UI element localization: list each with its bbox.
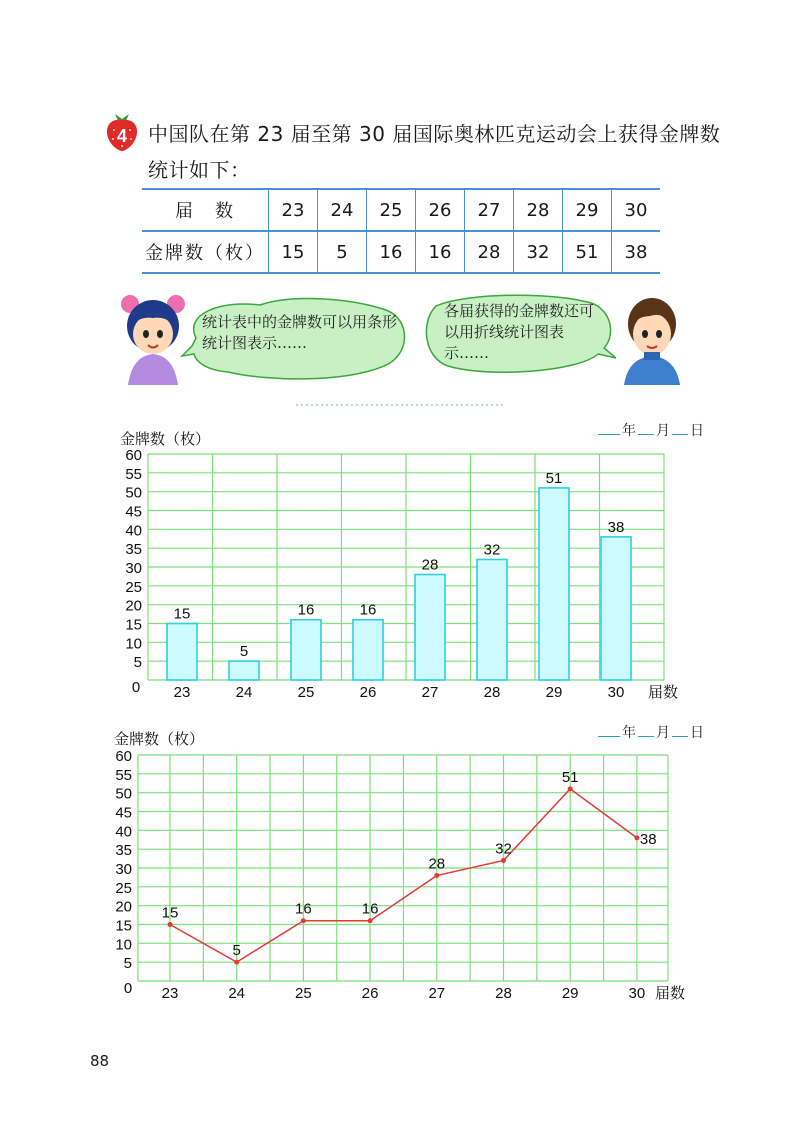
data-point: [301, 918, 306, 923]
y-tick-label: 60: [125, 447, 142, 464]
y-tick-label: 45: [115, 804, 132, 822]
x-axis-label: 届数: [648, 683, 679, 701]
problem-text: 中国队在第 23 届至第 30 届国际奥林匹克运动会上获得金牌数统计如下：: [148, 122, 721, 182]
y-tick-label: 35: [125, 541, 142, 559]
y-tick-label: 45: [125, 503, 142, 521]
date-line: [596, 420, 704, 440]
table-cell: 26: [416, 189, 465, 231]
girl-speech-text: 统计表中的金牌数可以用条形统计图表示……: [202, 313, 398, 352]
x-tick-label: 30: [628, 985, 646, 1002]
separator: [296, 403, 506, 407]
table-cell: 28: [514, 189, 563, 231]
data-label: 38: [639, 830, 657, 848]
y-tick-label: 55: [115, 766, 132, 784]
x-tick-label: 24: [235, 684, 253, 701]
line-chart: [0, 740, 800, 1010]
y-tick-label: 35: [115, 842, 132, 860]
table-row-label: 届 数: [175, 201, 235, 222]
table-cell: 27: [465, 189, 514, 231]
y-tick-label: 60: [115, 748, 132, 765]
bar: [601, 537, 631, 680]
table-cell: 16: [367, 231, 416, 273]
strawberry-icon: [102, 108, 142, 152]
bar: [477, 559, 507, 680]
problem-number: 4: [116, 126, 128, 146]
table-cell: 51: [563, 231, 612, 273]
data-label: 16: [295, 900, 312, 918]
boy-illustration: [616, 290, 686, 385]
x-tick-label: 29: [545, 684, 563, 701]
bar: [167, 624, 197, 681]
y-tick-label: 40: [125, 522, 142, 540]
data-label: 32: [483, 541, 501, 559]
table-cell: 32: [514, 231, 563, 273]
y-tick-label: 5: [133, 654, 142, 672]
bar-chart: [0, 440, 800, 710]
line-chart-ylabel: 金牌数（枚）: [114, 730, 205, 748]
y-tick-label: 15: [125, 616, 142, 634]
y-tick-label: 0: [123, 980, 133, 997]
data-point: [501, 858, 506, 863]
year-label: 年: [622, 725, 636, 741]
data-label: 28: [428, 855, 446, 873]
x-tick-label: 23: [173, 684, 191, 701]
y-tick-label: 30: [115, 861, 132, 878]
table-row-label: 金牌数（枚）: [145, 243, 265, 264]
data-label: 51: [561, 768, 579, 786]
table-cell: 5: [318, 231, 367, 273]
data-label: 5: [239, 643, 249, 661]
x-axis-label: 届数: [655, 984, 686, 1002]
bar: [229, 661, 259, 680]
y-tick-label: 55: [125, 465, 142, 483]
y-tick-label: 20: [125, 597, 142, 615]
day-label: 日: [690, 423, 704, 439]
bar: [415, 575, 445, 680]
y-tick-label: 5: [123, 955, 132, 973]
x-tick-label: 27: [421, 684, 439, 701]
y-tick-label: 50: [115, 785, 132, 803]
data-label: 32: [495, 840, 512, 858]
y-tick-label: 20: [115, 898, 132, 916]
x-tick-label: 24: [228, 985, 246, 1002]
day-label: 日: [690, 725, 704, 741]
year-label: 年: [622, 423, 636, 439]
data-label: 51: [545, 469, 563, 487]
data-label: 38: [607, 518, 625, 536]
x-tick-label: 26: [359, 684, 377, 701]
y-tick-label: 15: [115, 917, 132, 935]
month-label: 月: [656, 725, 670, 741]
y-tick-label: 40: [115, 823, 132, 841]
y-tick-label: 50: [125, 484, 142, 502]
data-point: [434, 873, 439, 878]
table-cell: 23: [269, 189, 318, 231]
table-row: [142, 231, 660, 273]
data-label: 16: [359, 601, 377, 619]
data-point: [568, 786, 573, 791]
data-point: [368, 918, 373, 923]
table-cell: 30: [612, 189, 661, 231]
table-cell: 25: [367, 189, 416, 231]
data-label: 15: [161, 904, 179, 922]
x-tick-label: 27: [428, 985, 446, 1002]
table-cell: 28: [465, 231, 514, 273]
month-label: 月: [656, 423, 670, 439]
y-tick-label: 30: [125, 560, 142, 577]
data-label: 5: [232, 942, 241, 960]
table-cell: 16: [416, 231, 465, 273]
bar: [539, 488, 569, 680]
x-tick-label: 29: [561, 985, 579, 1002]
page-number: 88: [90, 1052, 110, 1070]
bar: [353, 620, 383, 680]
table-cell: 29: [563, 189, 612, 231]
y-tick-label: 10: [115, 936, 132, 954]
data-point: [168, 922, 173, 927]
table-row: [142, 189, 660, 231]
x-tick-label: 28: [495, 985, 512, 1002]
bar-chart-ylabel: 金牌数（枚）: [120, 430, 211, 448]
data-label: 16: [361, 900, 379, 918]
y-tick-label: 25: [115, 879, 132, 897]
table-cell: 38: [612, 231, 661, 273]
table-cell: 15: [269, 231, 318, 273]
girl-illustration: [118, 290, 188, 385]
bar: [291, 620, 321, 680]
data-label: 15: [173, 605, 191, 623]
x-tick-label: 25: [297, 684, 315, 701]
x-tick-label: 23: [161, 985, 179, 1002]
data-label: 16: [297, 601, 315, 619]
y-tick-label: 0: [131, 679, 141, 696]
x-tick-label: 30: [607, 684, 625, 701]
y-tick-label: 10: [125, 635, 142, 653]
x-tick-label: 25: [295, 985, 312, 1002]
data-label: 28: [421, 556, 439, 574]
date-line: [596, 722, 704, 742]
data-point: [234, 960, 239, 965]
boy-speech-text: 各届获得的金牌数还可以用折线统计图表示……: [444, 302, 595, 362]
table-cell: 24: [318, 189, 367, 231]
x-tick-label: 26: [361, 985, 379, 1002]
data-point: [634, 835, 639, 840]
stats-table: [142, 188, 660, 274]
y-tick-label: 25: [125, 578, 142, 596]
x-tick-label: 28: [483, 684, 501, 701]
